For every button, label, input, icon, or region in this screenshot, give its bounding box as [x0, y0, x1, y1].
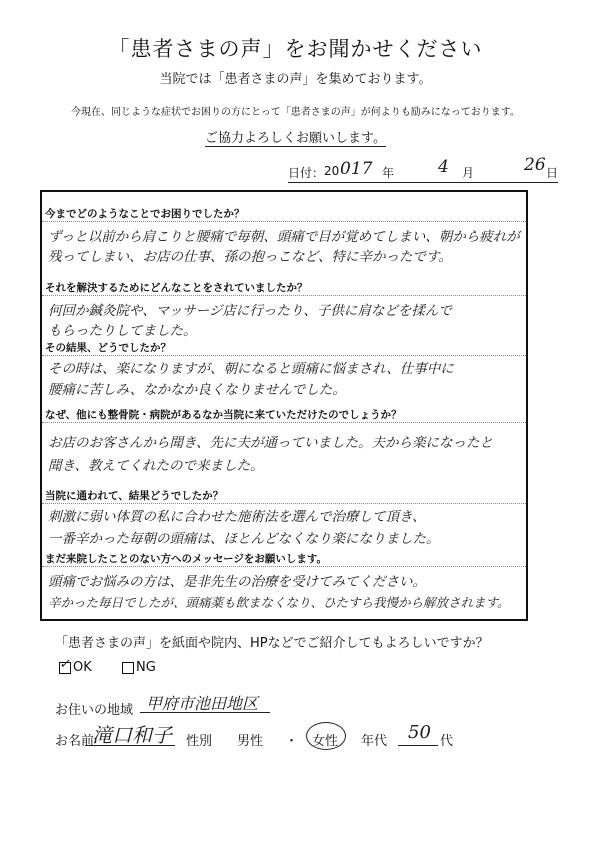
question-4: なぜ、他にも整骨院・病院があるなか当院に来ていただけたのでしょうか？ [45, 409, 402, 421]
date-year-hand: 017 [340, 159, 373, 179]
gender-female: 女性 [312, 734, 339, 749]
question-6: まだ来院したことのない方へのメッセージをお願いします。 [45, 553, 328, 565]
name-value: 滝口和子 [92, 723, 172, 747]
answer-5-line-2: 一番辛かった毎朝の頭痛は、ほとんどなくなり楽になりました。 [48, 531, 440, 547]
date-month: 4 [438, 157, 449, 177]
question-1: 今までどのようなことでお困りでしたか？ [45, 208, 245, 220]
answer-5-line-1: 刺激に弱い体質の私に合わせた施術法を選んで治療して頂き、 [48, 509, 426, 525]
divider [42, 422, 526, 423]
answer-3-line-2: 腰痛に苦しみ、なかなか良くなりませんでした。 [48, 382, 346, 398]
area-label: お住いの地域 [55, 703, 134, 718]
consent-ok-option[interactable] [59, 656, 92, 675]
answer-6-line-1: 頭痛でお悩みの方は、是非先生の治療を受けてみてください。 [48, 574, 426, 590]
answer-3-line-1: その時は、楽になりますが、朝になると頭痛に悩まされ、仕事中に [48, 361, 454, 377]
check-icon: ✓ [59, 656, 70, 672]
age-label: 年代 [361, 734, 388, 749]
divider [42, 503, 526, 504]
answer-2-line-2: もらったりしてました。 [48, 323, 197, 339]
date-month-unit: 月 [462, 166, 475, 180]
consent-ng-option[interactable] [122, 660, 156, 675]
request-label: ご協力よろしくお願いします。 [205, 131, 386, 146]
date-year-unit: 年 [382, 166, 395, 180]
subtitle: 当院では「患者さまの声」を集めております。 [159, 72, 432, 87]
gender-separator: ・ [285, 734, 299, 749]
ng-checkbox[interactable] [122, 662, 134, 674]
answer-1-line-2: 残ってしまい、お店の仕事、孫の抱っこなど、特に辛かったです。 [48, 249, 452, 265]
question-3: その結果、どうでしたか？ [45, 342, 171, 354]
ng-label: NG [136, 660, 156, 675]
question-2: それを解決するためにどんなことをされていましたか？ [45, 282, 308, 294]
gender-label: 性別 [186, 734, 213, 749]
answer-2-line-1: 何回か鍼灸院や、マッサージ店に行ったり、子供に肩などを揉んで [48, 303, 452, 319]
answer-4-line-1: お店のお客さんから聞き、先に夫が通っていました。夫から楽になったと [48, 435, 493, 451]
name-label: お名前 [55, 734, 95, 749]
age-value: 50 [408, 722, 431, 743]
divider [42, 221, 526, 222]
survey-box [40, 190, 528, 621]
age-underline [398, 745, 438, 746]
ok-label: OK [73, 660, 92, 675]
divider [42, 566, 526, 567]
date-label: 日付： [288, 166, 325, 180]
date-year-prefix: 20 [324, 164, 340, 178]
area-value: 甲府市池田地区 [146, 694, 259, 713]
page-title: 「患者さまの声」をお聞かせください [108, 37, 483, 61]
consent-question: 「患者さまの声」を紙面や院内、HPなどでご紹介してもよろしいですか？ [55, 636, 489, 651]
female-circle-mark [306, 722, 346, 750]
ok-checkbox[interactable] [59, 656, 71, 674]
request-text [0, 127, 591, 146]
gender-male: 男性 [237, 734, 264, 749]
intro-text: 今現在、同じような症状でお困りの方にとって「患者さまの声」が何よりも励みになっております。 [71, 107, 520, 118]
divider [42, 355, 526, 356]
age-unit: 代 [440, 734, 454, 749]
divider [42, 295, 526, 296]
date-day: 26 [524, 155, 546, 175]
date-day-unit: 日 [546, 166, 559, 180]
answer-4-line-2: 聞き、教えてくれたので来ました。 [48, 458, 264, 474]
answer-6-line-2: 辛かった毎日でしたが、頭痛薬も飲まなくなり、ひたすら我慢から解放されます。 [48, 595, 510, 610]
question-5: 当院に通われて、結果どうでしたか？ [45, 490, 224, 502]
date-field [288, 155, 559, 183]
answer-1-line-1: ずっと以前から肩こりと腰痛で毎朝、頭痛で目が覚めてしまい、朝から疲れが [48, 229, 520, 245]
